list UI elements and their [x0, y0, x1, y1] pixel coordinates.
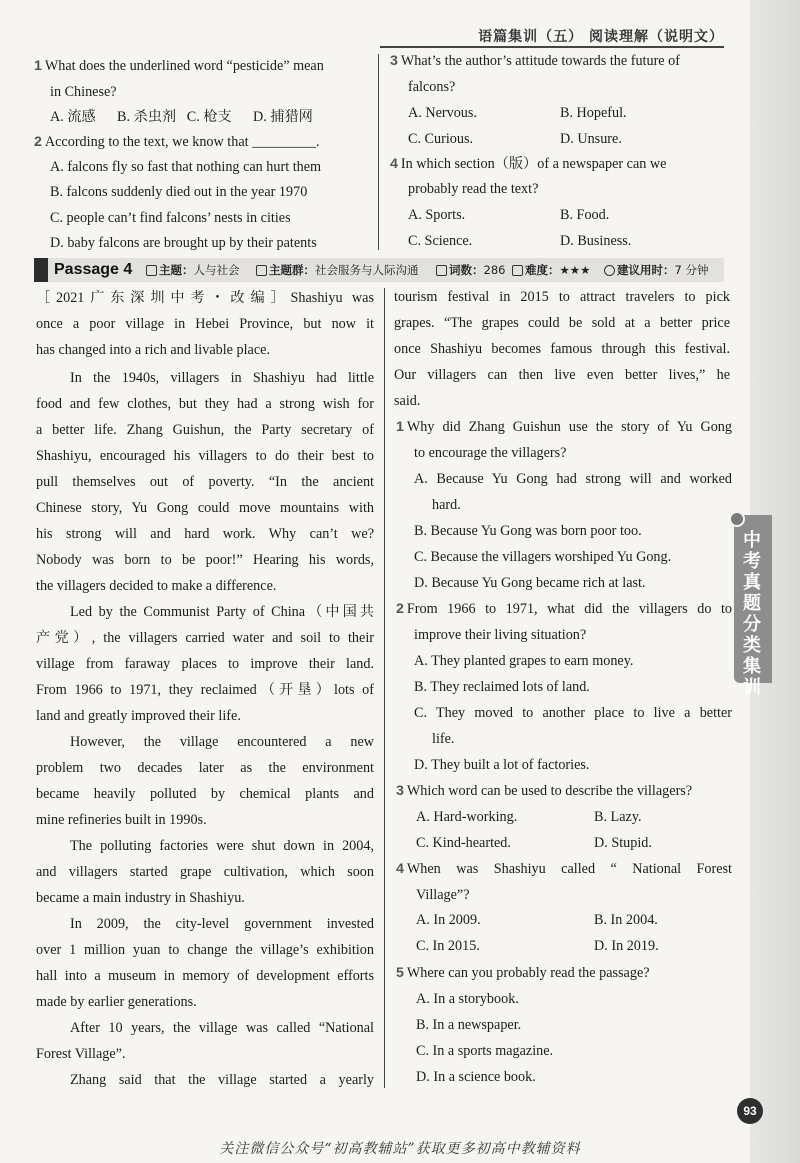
q2-option-a: A. falcons fly so fast that nothing can hurt them [50, 159, 322, 175]
footer-note: 关注微信公众号“初高教辅站”获取更多初高中教辅资料 [219, 1141, 581, 1157]
passage-line: became a main industry in Shashiyu. [36, 890, 245, 906]
passage-line: ［2021广东深圳中考・改编］Shashiyu was [36, 290, 374, 306]
question-number: 3 [396, 783, 404, 799]
page-number: 93 [737, 1098, 763, 1124]
q3-option-d: D. Unsure. [560, 131, 622, 147]
question-3-option: B. Lazy. [594, 809, 642, 825]
q4-option-c: C. Science. [408, 233, 473, 249]
question-2-option: C. They moved to another place to live a better [414, 705, 732, 721]
passage-line: Our villagers can then live even better lives,” he [394, 367, 730, 383]
passage-line: grapes. “The grapes could be sold at a better price [394, 315, 730, 331]
question-stem-text: Where can you probably read the passage? [406, 965, 650, 981]
question-stem-text: From 1966 to 1971, what did the villagers do to [406, 601, 732, 617]
question-2-stem-line [396, 599, 732, 619]
question-4-stem-line: Village”? [416, 887, 470, 903]
question-4-option: A. In 2009. [416, 912, 481, 928]
question-4-stem-line [396, 859, 732, 879]
question-2-option: B. They reclaimed lots of land. [414, 679, 590, 695]
passage-line: The polluting factories were shut down in 2004, [70, 838, 374, 854]
meta-topic: 主题：人与社会 [146, 262, 240, 278]
header-rule [380, 46, 724, 48]
question-1-stem-line: to encourage the villagers? [414, 445, 567, 461]
question-4-option: C. In 2015. [416, 938, 480, 954]
passage-line: food and few clothes, but they had a strong wish for [36, 396, 374, 412]
question-3-stem-line [396, 781, 692, 801]
passage-line: the villagers decided to make a difference. [36, 578, 277, 594]
passage-line: over 1 million yuan to change the village’s exhibition [36, 942, 374, 958]
question-1-option: D. Because Yu Gong became rich at last. [414, 575, 646, 591]
passage-line: From 1966 to 1971, they reclaimed（开垦）lots of [36, 682, 374, 698]
q4-option-d: D. Business. [560, 233, 632, 249]
q2-option-b: B. falcons suddenly died out in the year 1970 [50, 184, 308, 200]
passage-line: Shashiyu, encouraged his villagers to do their best to [36, 448, 374, 464]
topic-icon [146, 265, 157, 276]
passage-line: once Shashiyu becomes famous through this festival. [394, 341, 730, 357]
q1-stem-line2: in Chinese? [50, 84, 117, 100]
passage-line: land and greatly improved their life. [36, 708, 241, 724]
question-4-option: B. In 2004. [594, 912, 658, 928]
question-2-stem-line: improve their living situation? [414, 627, 587, 643]
question-number: 5 [396, 965, 404, 981]
side-tab-dot [729, 511, 745, 527]
question-stem-text: When was Shashiyu called “ National Forest [406, 861, 732, 877]
question-2-option: A. They planted grapes to earn money. [414, 653, 634, 669]
question-1-option: C. Because the villagers worshiped Yu Gong. [414, 549, 672, 565]
question-5-option: D. In a science book. [416, 1069, 536, 1085]
passage-line: village from faraway places to improve their land. [36, 656, 374, 672]
q2-option-c: C. people can’t find falcons’ nests in cities [50, 210, 291, 226]
passage-line: Led by the Communist Party of China（中国共 [70, 604, 374, 620]
question-2-option: life. [432, 731, 455, 747]
question-number: 1 [396, 419, 404, 435]
question-5-stem-line [396, 963, 650, 983]
passage-line: made by earlier generations. [36, 994, 197, 1010]
q3-stem-line1: 3 What’s the author’s attitude towards the future of [390, 53, 680, 69]
passage-line: pull themselves out of poverty. “In the ancient [36, 474, 374, 490]
passage-line: In the 1940s, villagers in Shashiyu had little [70, 370, 374, 386]
q3-stem-line2: falcons? [408, 79, 456, 95]
q1-stem-line1: 1 What does the underlined word “pesticide” mean [34, 58, 324, 74]
passage-line: hall into a museum in memory of development efforts [36, 968, 374, 984]
passage-title: Passage 4 [54, 261, 133, 278]
passage-line: After 10 years, the village was called “National [70, 1020, 374, 1036]
passage-line: Chinese story, Yu Gong could move mountains with [36, 500, 374, 516]
question-1-option: A. Because Yu Gong had strong will and worked [414, 471, 732, 487]
question-1-option: B. Because Yu Gong was born poor too. [414, 523, 642, 539]
meta-theme-group: 主题群：社会服务与人际沟通 [256, 262, 419, 278]
passage-line: tourism festival in 2015 to attract travelers to pick [394, 289, 730, 305]
question-number: 4 [396, 861, 404, 877]
passage-line: problem two decades later as the environment [36, 760, 374, 776]
passage-line: once a poor village in Hebei Province, but now it [36, 316, 374, 332]
passage-line: Zhang said that the village started a yearly [70, 1072, 374, 1088]
meta-time: 建议用时：7 分钟 [604, 262, 708, 278]
passage-line: mine refineries built in 1990s. [36, 812, 207, 828]
section-header-title: 语篇集训（五） 阅读理解（说明文） [478, 29, 724, 45]
q4-stem-line1: 4 In which section（版）of a newspaper can we [390, 156, 667, 172]
question-1-stem-line [396, 417, 732, 437]
passage-line: has changed into a rich and livable place. [36, 342, 270, 358]
q3-option-c: C. Curious. [408, 131, 474, 147]
passage-line: said. [394, 393, 421, 409]
side-tab-label: 中考真题分类集训 [743, 530, 761, 698]
q4-option-a: A. Sports. [408, 207, 466, 223]
word-count-icon [436, 265, 447, 276]
passage-line: 产党）, the villagers carried water and soil to their [36, 630, 374, 646]
q3-option-a: A. Nervous. [408, 105, 477, 121]
column-divider-bottom [384, 288, 385, 1088]
q1-options: A. 流感 B. 杀虫剂 C. 枪支 D. 捕猎网 [50, 109, 313, 125]
clock-icon [604, 265, 615, 276]
question-5-option: B. In a newspaper. [416, 1017, 522, 1033]
passage-line: Nobody was born to be poor!” Hearing his words, [36, 552, 374, 568]
meta-difficulty: 难度：★★★ [512, 262, 590, 278]
question-3-option: C. Kind-hearted. [416, 835, 511, 851]
passage-line: became heavily polluted by chemical plants and [36, 786, 374, 802]
q3-option-b: B. Hopeful. [560, 105, 627, 121]
theme-group-icon [256, 265, 267, 276]
passage-line: In 2009, the city-level government invested [70, 916, 374, 932]
passage-line: a better life. Zhang Guishun, the Party secretary of [36, 422, 374, 438]
question-stem-text: Why did Zhang Guishun use the story of Yu Gong [406, 419, 732, 435]
column-divider-top [378, 54, 379, 250]
q2-stem: 2 According to the text, we know that _________. [34, 134, 320, 150]
question-2-option: D. They built a lot of factories. [414, 757, 590, 773]
question-5-option: A. In a storybook. [416, 991, 519, 1007]
passage-line: Forest Village”. [36, 1046, 126, 1062]
meta-word-count: 词数：286 [436, 262, 505, 278]
question-1-option: hard. [432, 497, 461, 513]
q4-option-b: B. Food. [560, 207, 610, 223]
difficulty-icon [512, 265, 523, 276]
question-5-option: C. In a sports magazine. [416, 1043, 554, 1059]
passage-line: his strong will and hard work. Why can’t we? [36, 526, 374, 542]
question-stem-text: Which word can be used to describe the villagers? [406, 783, 693, 799]
question-number: 2 [396, 601, 404, 617]
q2-option-d: D. baby falcons are brought up by their patents [50, 235, 317, 251]
question-4-option: D. In 2019. [594, 938, 659, 954]
question-3-option: A. Hard-working. [416, 809, 518, 825]
q4-stem-line2: probably read the text? [408, 181, 539, 197]
passage-bar-marker [34, 258, 48, 282]
passage-line: and villagers started grape cultivation, which soon [36, 864, 374, 880]
question-3-option: D. Stupid. [594, 835, 652, 851]
passage-line: However, the village encountered a new [70, 734, 374, 750]
